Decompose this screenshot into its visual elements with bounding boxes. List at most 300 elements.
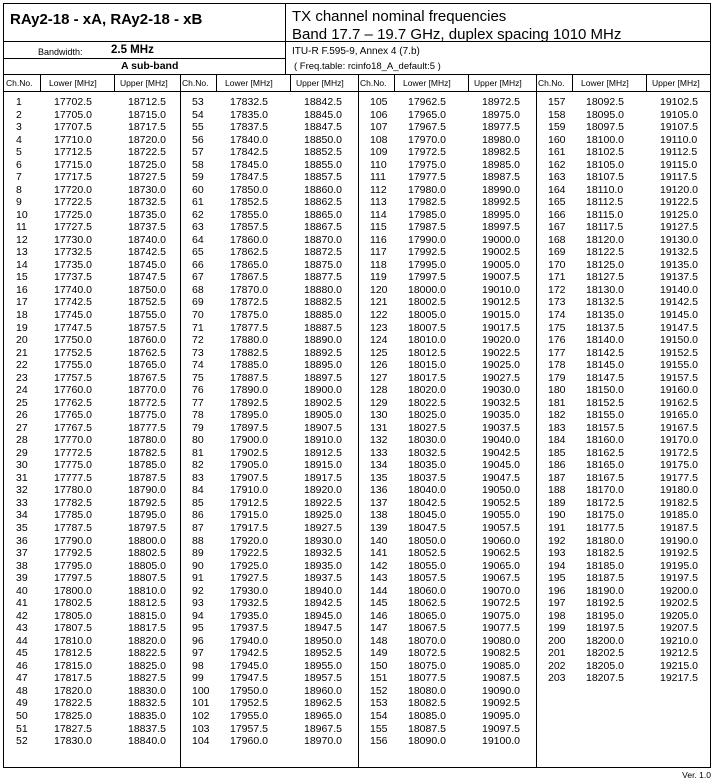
upper-frequency: 18792.5	[128, 496, 166, 509]
channel-number: 3	[16, 121, 22, 134]
lower-frequency: 17942.5	[230, 647, 268, 660]
upper-frequency: 18832.5	[128, 697, 166, 710]
upper-frequency: 18980.0	[482, 133, 520, 146]
channel-number: 117	[370, 246, 387, 259]
upper-frequency: 19100.0	[482, 735, 520, 748]
upper-frequency: 18950.0	[304, 634, 342, 647]
lower-frequency: 17860.0	[230, 233, 268, 246]
upper-frequency: 19075.0	[482, 609, 520, 622]
lower-frequency: 18005.0	[408, 309, 446, 321]
lower-frequency: 17802.5	[54, 597, 92, 610]
channel-number: 105	[370, 96, 388, 108]
lower-frequency: 17732.5	[54, 246, 92, 259]
upper-frequency: 18772.5	[128, 396, 166, 409]
lower-frequency: 17852.5	[230, 196, 268, 209]
channel-number: 179	[548, 371, 566, 384]
channel-number: 92	[192, 584, 204, 597]
upper-frequency: 18830.0	[128, 684, 166, 697]
upper-frequency: 19045.0	[482, 459, 520, 472]
channel-number: 163	[548, 171, 566, 184]
channel-number: 35	[16, 522, 28, 535]
lower-frequency: 17777.5	[54, 471, 92, 484]
lower-frequency: 17905.0	[230, 459, 268, 472]
channel-number: 25	[16, 396, 28, 409]
lower-frequency: 18025.0	[408, 409, 446, 422]
lower-frequency: 17912.5	[230, 496, 268, 509]
lower-frequency: 17945.0	[230, 659, 268, 672]
channel-number: 24	[16, 384, 28, 397]
lower-frequency: 17957.5	[230, 722, 268, 735]
lower-frequency: 17895.0	[230, 409, 268, 422]
channel-number: 122	[370, 309, 388, 321]
upper-frequency: 19097.5	[482, 722, 520, 735]
channel-number: 67	[192, 271, 204, 284]
channel-number: 134	[370, 459, 388, 472]
upper-frequency: 18897.5	[304, 371, 342, 384]
upper-frequency: 19172.5	[660, 446, 698, 459]
lower-frequency: 18002.5	[408, 296, 446, 309]
channel-number: 86	[192, 509, 204, 522]
lower-frequency: 18040.0	[408, 484, 446, 497]
lower-frequency: 18010.0	[408, 334, 446, 347]
lower-frequency: 17875.0	[230, 309, 268, 321]
channel-number: 173	[548, 296, 566, 309]
lower-frequency: 17807.5	[54, 622, 92, 635]
lower-frequency: 18192.5	[586, 597, 624, 610]
lower-frequency: 17765.0	[54, 409, 92, 422]
upper-frequency: 18982.5	[482, 146, 520, 159]
lower-frequency: 18027.5	[408, 421, 446, 434]
channel-number: 150	[370, 659, 388, 672]
upper-frequency: 19127.5	[660, 221, 698, 234]
lower-frequency: 18125.0	[586, 258, 624, 271]
channel-number: 111	[370, 171, 386, 184]
lower-frequency: 17987.5	[408, 221, 446, 234]
channel-number: 80	[192, 434, 204, 447]
lower-frequency: 17917.5	[230, 522, 268, 535]
channel-number: 101	[192, 697, 210, 710]
upper-frequency: 19000.0	[482, 233, 520, 246]
lower-frequency: 18012.5	[408, 346, 446, 359]
upper-frequency: 19015.0	[482, 309, 520, 321]
channel-number: 165	[548, 196, 566, 209]
upper-frequency: 19145.0	[660, 309, 698, 321]
lower-frequency: 17707.5	[54, 121, 92, 134]
channel-number: 89	[192, 547, 204, 560]
col-header-upper: Upper [MHz]	[652, 78, 700, 88]
channel-number: 54	[192, 108, 204, 121]
upper-frequency: 18870.0	[304, 233, 342, 246]
channel-number: 128	[370, 384, 388, 397]
upper-frequency: 19067.5	[482, 572, 520, 585]
upper-frequency: 18760.0	[128, 334, 166, 347]
lower-frequency: 17950.0	[230, 684, 268, 697]
upper-frequency: 19142.5	[660, 296, 698, 309]
lower-frequency: 17930.0	[230, 584, 268, 597]
upper-frequency: 19150.0	[660, 334, 698, 347]
channel-number: 49	[16, 697, 28, 710]
upper-frequency: 18990.0	[482, 183, 520, 196]
channel-number: 199	[548, 622, 566, 635]
channel-number: 162	[548, 158, 566, 171]
channel-number: 14	[16, 258, 28, 271]
channel-number: 183	[548, 421, 566, 434]
channel-number: 184	[548, 434, 566, 447]
upper-frequency: 19107.5	[660, 121, 698, 134]
upper-frequency: 18885.0	[304, 309, 342, 321]
lower-frequency: 17752.5	[54, 346, 92, 359]
upper-frequency: 19137.5	[660, 271, 698, 284]
channel-number: 113	[370, 196, 387, 209]
channel-number: 102	[192, 709, 210, 722]
upper-frequency: 18957.5	[304, 672, 342, 685]
lower-frequency: 17872.5	[230, 296, 268, 309]
lower-frequency: 17760.0	[54, 384, 92, 397]
channel-number: 112	[370, 183, 387, 196]
upper-frequency: 18840.0	[128, 735, 166, 748]
itu-reference: ITU-R F.595-9, Annex 4 (7.b)	[292, 46, 420, 57]
lower-frequency: 18067.5	[408, 622, 446, 635]
upper-frequency: 19027.5	[482, 371, 520, 384]
col-header-lower: Lower [MHz]	[225, 78, 273, 88]
upper-frequency: 19167.5	[660, 421, 698, 434]
upper-frequency: 18752.5	[128, 296, 166, 309]
upper-frequency: 18895.0	[304, 359, 342, 372]
upper-frequency: 18757.5	[128, 321, 166, 334]
channel-number: 37	[16, 547, 28, 560]
upper-frequency: 18970.0	[304, 735, 342, 748]
upper-frequency: 18890.0	[304, 334, 342, 347]
upper-frequency: 19017.5	[482, 321, 520, 334]
upper-frequency: 19030.0	[482, 384, 520, 397]
divider	[4, 91, 710, 92]
lower-frequency: 18175.0	[586, 509, 624, 522]
channel-number: 156	[370, 735, 388, 748]
upper-frequency: 18762.5	[128, 346, 166, 359]
lower-frequency: 18202.5	[586, 647, 624, 660]
band-subtitle: Band 17.7 – 19.7 GHz, duplex spacing 1010 MHz	[292, 26, 622, 43]
channel-number: 133	[370, 446, 388, 459]
frequency-sheet	[3, 3, 711, 768]
lower-frequency: 17747.5	[54, 321, 92, 334]
channel-number: 62	[192, 208, 204, 221]
lower-frequency: 18107.5	[586, 171, 624, 184]
lower-frequency: 17887.5	[230, 371, 268, 384]
upper-frequency: 18952.5	[304, 647, 342, 660]
channel-number: 174	[548, 309, 566, 321]
lower-frequency: 18115.0	[586, 208, 624, 221]
col-header-ch: Ch.No.	[6, 78, 33, 88]
lower-frequency: 18015.0	[408, 359, 446, 372]
channel-number: 73	[192, 346, 204, 359]
lower-frequency: 18180.0	[586, 534, 624, 547]
channel-number: 131	[370, 421, 388, 434]
upper-frequency: 18750.0	[128, 283, 166, 296]
upper-frequency: 19205.0	[660, 609, 698, 622]
upper-frequency: 18992.5	[482, 196, 520, 209]
upper-frequency: 19210.0	[660, 634, 698, 647]
channel-number: 4	[16, 133, 22, 146]
upper-frequency: 19120.0	[660, 183, 698, 196]
lower-frequency: 18017.5	[408, 371, 446, 384]
channel-number: 107	[370, 121, 388, 134]
col-header-ch: Ch.No.	[538, 78, 565, 88]
upper-frequency: 18740.0	[128, 233, 166, 246]
channel-number: 18	[16, 309, 28, 321]
upper-frequency: 18972.5	[482, 96, 520, 108]
lower-frequency: 17960.0	[230, 735, 268, 748]
lower-frequency: 17975.0	[408, 158, 446, 171]
divider	[290, 74, 291, 91]
lower-frequency: 18060.0	[408, 584, 446, 597]
channel-number: 138	[370, 509, 388, 522]
channel-number: 144	[370, 584, 388, 597]
upper-frequency: 18940.0	[304, 584, 342, 597]
lower-frequency: 17992.5	[408, 246, 446, 259]
channel-number: 23	[16, 371, 28, 384]
channel-number: 51	[16, 722, 28, 735]
channel-number: 97	[192, 647, 204, 660]
lower-frequency: 17702.5	[54, 96, 92, 108]
upper-frequency: 19035.0	[482, 409, 520, 422]
channel-number: 137	[370, 496, 388, 509]
channel-number: 136	[370, 484, 388, 497]
lower-frequency: 18090.0	[408, 735, 446, 748]
upper-frequency: 18822.5	[128, 647, 166, 660]
upper-frequency: 18845.0	[304, 108, 342, 121]
upper-frequency: 19215.0	[660, 659, 698, 672]
channel-number: 69	[192, 296, 204, 309]
page-title: TX channel nominal frequencies	[292, 8, 507, 25]
channel-number: 190	[548, 509, 566, 522]
channel-number: 87	[192, 522, 204, 535]
channel-number: 78	[192, 409, 204, 422]
channel-number: 74	[192, 359, 204, 372]
upper-frequency: 19085.0	[482, 659, 520, 672]
upper-frequency: 19160.0	[660, 384, 698, 397]
lower-frequency: 17997.5	[408, 271, 446, 284]
upper-frequency: 19065.0	[482, 559, 520, 572]
channel-number: 123	[370, 321, 388, 334]
lower-frequency: 17842.5	[230, 146, 268, 159]
upper-frequency: 18802.5	[128, 547, 166, 560]
upper-frequency: 19090.0	[482, 684, 520, 697]
upper-frequency: 19190.0	[660, 534, 698, 547]
lower-frequency: 17780.0	[54, 484, 92, 497]
upper-frequency: 18922.5	[304, 496, 342, 509]
column-separator	[358, 74, 359, 768]
lower-frequency: 18172.5	[586, 496, 624, 509]
lower-frequency: 17885.0	[230, 359, 268, 372]
channel-number: 180	[548, 384, 566, 397]
channel-number: 72	[192, 334, 204, 347]
lower-frequency: 17965.0	[408, 108, 446, 121]
channel-number: 82	[192, 459, 204, 472]
upper-frequency: 18765.0	[128, 359, 166, 372]
lower-frequency: 17922.5	[230, 547, 268, 560]
upper-frequency: 18852.5	[304, 146, 342, 159]
lower-frequency: 17750.0	[54, 334, 92, 347]
upper-frequency: 18780.0	[128, 434, 166, 447]
channel-number: 71	[192, 321, 204, 334]
channel-number: 45	[16, 647, 28, 660]
upper-frequency: 18987.5	[482, 171, 520, 184]
col-header-upper: Upper [MHz]	[120, 78, 168, 88]
lower-frequency: 18127.5	[586, 271, 624, 284]
upper-frequency: 18965.0	[304, 709, 342, 722]
lower-frequency: 17745.0	[54, 309, 92, 321]
divider	[646, 74, 647, 91]
divider	[285, 42, 286, 74]
lower-frequency: 18085.0	[408, 709, 446, 722]
channel-number: 194	[548, 559, 566, 572]
lower-frequency: 18187.5	[586, 572, 624, 585]
lower-frequency: 17907.5	[230, 471, 268, 484]
lower-frequency: 17952.5	[230, 697, 268, 710]
lower-frequency: 17982.5	[408, 196, 446, 209]
upper-frequency: 19087.5	[482, 672, 520, 685]
lower-frequency: 17725.0	[54, 208, 92, 221]
lower-frequency: 18137.5	[586, 321, 624, 334]
channel-number: 48	[16, 684, 28, 697]
lower-frequency: 17900.0	[230, 434, 268, 447]
col-header-upper: Upper [MHz]	[474, 78, 522, 88]
lower-frequency: 18112.5	[586, 196, 624, 209]
lower-frequency: 18032.5	[408, 446, 446, 459]
upper-frequency: 18795.0	[128, 509, 166, 522]
lower-frequency: 17850.0	[230, 183, 268, 196]
channel-number: 141	[370, 547, 388, 560]
channel-number: 59	[192, 171, 204, 184]
column-separator	[180, 74, 181, 768]
channel-number: 151	[370, 672, 388, 685]
lower-frequency: 17817.5	[54, 672, 92, 685]
upper-frequency: 18930.0	[304, 534, 342, 547]
channel-number: 61	[192, 196, 204, 209]
channel-number: 47	[16, 672, 28, 685]
channel-number: 126	[370, 359, 388, 372]
lower-frequency: 17797.5	[54, 572, 92, 585]
channel-number: 96	[192, 634, 204, 647]
lower-frequency: 18117.5	[586, 221, 624, 234]
channel-number: 27	[16, 421, 28, 434]
lower-frequency: 17855.0	[230, 208, 268, 221]
upper-frequency: 18770.0	[128, 384, 166, 397]
channel-number: 110	[370, 158, 387, 171]
lower-frequency: 18197.5	[586, 622, 624, 635]
lower-frequency: 18165.0	[586, 459, 624, 472]
channel-number: 98	[192, 659, 204, 672]
channel-number: 7	[16, 171, 22, 184]
channel-number: 46	[16, 659, 28, 672]
channel-number: 43	[16, 622, 28, 635]
channel-number: 95	[192, 622, 204, 635]
upper-frequency: 18902.5	[304, 396, 342, 409]
channel-number: 125	[370, 346, 388, 359]
upper-frequency: 18910.0	[304, 434, 342, 447]
lower-frequency: 17967.5	[408, 121, 446, 134]
channel-number: 160	[548, 133, 566, 146]
channel-number: 145	[370, 597, 388, 610]
channel-number: 172	[548, 283, 566, 296]
upper-frequency: 18880.0	[304, 283, 342, 296]
channel-number: 29	[16, 446, 28, 459]
upper-frequency: 18995.0	[482, 208, 520, 221]
channel-number: 198	[548, 609, 566, 622]
lower-frequency: 18182.5	[586, 547, 624, 560]
upper-frequency: 19080.0	[482, 634, 520, 647]
channel-number: 26	[16, 409, 28, 422]
lower-frequency: 18170.0	[586, 484, 624, 497]
lower-frequency: 18070.0	[408, 634, 446, 647]
upper-frequency: 19192.5	[660, 547, 698, 560]
lower-frequency: 18042.5	[408, 496, 446, 509]
channel-number: 181	[548, 396, 566, 409]
lower-frequency: 17805.0	[54, 609, 92, 622]
channel-number: 193	[548, 547, 566, 560]
channel-number: 84	[192, 484, 204, 497]
bandwidth-value: 2.5 MHz	[111, 44, 154, 56]
upper-frequency: 18817.5	[128, 622, 166, 635]
lower-frequency: 17795.0	[54, 559, 92, 572]
lower-frequency: 17822.5	[54, 697, 92, 710]
channel-number: 169	[548, 246, 566, 259]
channel-number: 195	[548, 572, 566, 585]
upper-frequency: 18872.5	[304, 246, 342, 259]
upper-frequency: 18892.5	[304, 346, 342, 359]
channel-number: 100	[192, 684, 210, 697]
freq-table-id: ( Freq.table: rcinfo18_A_default:5 )	[294, 61, 441, 72]
lower-frequency: 18052.5	[408, 547, 446, 560]
upper-frequency: 18712.5	[128, 96, 166, 108]
channel-number: 201	[548, 647, 566, 660]
upper-frequency: 19060.0	[482, 534, 520, 547]
lower-frequency: 18020.0	[408, 384, 446, 397]
channel-number: 191	[548, 522, 566, 535]
upper-frequency: 19047.5	[482, 471, 520, 484]
upper-frequency: 19202.5	[660, 597, 698, 610]
upper-frequency: 18865.0	[304, 208, 342, 221]
lower-frequency: 17740.0	[54, 283, 92, 296]
upper-frequency: 18745.0	[128, 258, 166, 271]
lower-frequency: 17890.0	[230, 384, 268, 397]
channel-number: 189	[548, 496, 566, 509]
lower-frequency: 17727.5	[54, 221, 92, 234]
channel-number: 81	[192, 446, 204, 459]
lower-frequency: 17995.0	[408, 258, 446, 271]
upper-frequency: 19182.5	[660, 496, 698, 509]
upper-frequency: 18967.5	[304, 722, 342, 735]
upper-frequency: 18975.0	[482, 108, 520, 121]
lower-frequency: 18110.0	[586, 183, 624, 196]
upper-frequency: 18715.0	[128, 108, 166, 121]
upper-frequency: 19185.0	[660, 509, 698, 522]
upper-frequency: 19020.0	[482, 334, 520, 347]
upper-frequency: 18727.5	[128, 171, 166, 184]
channel-number: 17	[16, 296, 28, 309]
channel-number: 79	[192, 421, 204, 434]
channel-number: 176	[548, 334, 566, 347]
channel-number: 171	[548, 271, 566, 284]
lower-frequency: 17712.5	[54, 146, 92, 159]
upper-frequency: 18782.5	[128, 446, 166, 459]
upper-frequency: 18937.5	[304, 572, 342, 585]
upper-frequency: 18812.5	[128, 597, 166, 610]
lower-frequency: 17985.0	[408, 208, 446, 221]
channel-number: 6	[16, 158, 22, 171]
lower-frequency: 17897.5	[230, 421, 268, 434]
upper-frequency: 18800.0	[128, 534, 166, 547]
